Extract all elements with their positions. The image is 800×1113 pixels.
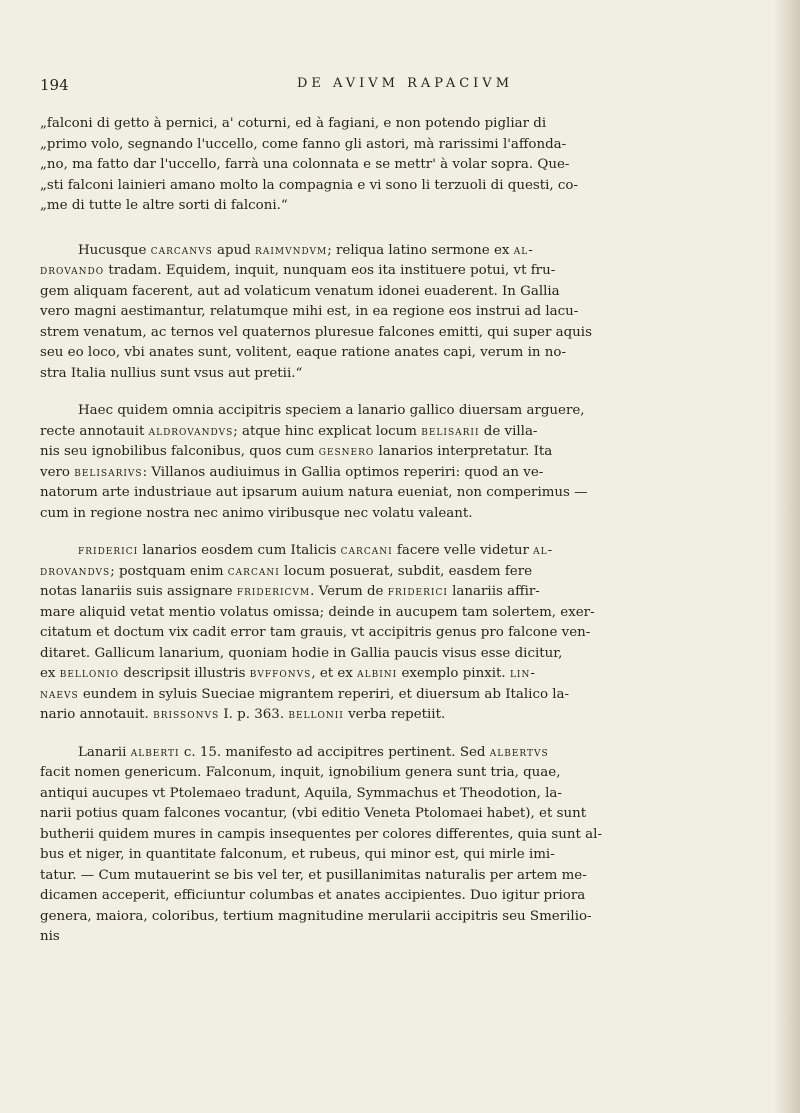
text-line	[40, 364, 770, 385]
text-line	[40, 743, 770, 764]
text-line	[40, 644, 770, 665]
text-run: antiqui aucupes vt Ptolemaeo tradunt, Aquila, Symmachus et Theodotion, la-	[40, 785, 562, 801]
text-line	[40, 442, 770, 463]
text-line	[40, 196, 770, 217]
text-run: „me di tutte le altre sorti di falconi.“	[40, 198, 288, 213]
author-name: albertvs	[489, 744, 549, 760]
text-run: bus et niger, in quantitate falconum, et rubeus, qui minor est, qui mirle imi-	[40, 847, 555, 862]
text-line	[40, 463, 770, 484]
page-header	[40, 76, 770, 106]
text-line	[40, 705, 770, 726]
text-run: . Verum de	[310, 584, 388, 599]
text-line	[40, 323, 770, 344]
text-run: lanariis affir-	[447, 584, 540, 599]
text-run: butherii quidem mures in campis insequentes per colores differentes, quia sunt al-	[40, 826, 602, 842]
text-run: „no, ma fatto dar l'uccello, farrà una colonnata e se mettr' à volar sopra. Que-	[40, 157, 570, 172]
running-head: DE AVIVM RAPACIVM	[296, 76, 514, 91]
author-name: albini	[357, 666, 398, 681]
text-line	[40, 784, 770, 805]
text-run: „sti falconi lainieri amano molto la compagnia e vi sono li terzuoli di questi, co-	[40, 177, 579, 193]
author-name: lin-	[509, 666, 536, 681]
text-run: gem aliquam facerent, aut ad volaticum venatum idonei euaderent. In Gallia	[40, 283, 560, 299]
text-run: natorum arte industriaue aut ipsarum auium natura eueniat, non comperimus —	[40, 485, 588, 500]
text-run: vero	[40, 464, 75, 480]
author-name: drovando	[40, 263, 105, 278]
author-name: belisarivs	[74, 464, 143, 480]
text-line	[40, 422, 770, 443]
paragraph	[40, 114, 770, 217]
author-name: carcani	[340, 543, 393, 558]
text-run: recte annotauit	[40, 423, 149, 439]
text-run: „primo volo, segnando l'uccello, come fanno gli astori, mà rarissimi l'affonda-	[40, 136, 567, 152]
author-name: gesnero	[318, 444, 375, 459]
author-name: carcanvs	[150, 242, 213, 258]
text-run: Haec quidem omnia accipitris speciem a lanario gallico diuersam arguere,	[78, 403, 585, 418]
text-line	[40, 907, 770, 928]
text-run: eundem in syluis Sueciae migrantem reperiri, et diuersum ab Italico la-	[78, 686, 570, 702]
text-run: : Villanos audiuimus in Gallia optimos reperiri: quod an ve-	[142, 464, 544, 480]
text-run: narii potius quam falcones vocantur, (vbi editio Veneta Ptolomaei habet), et sunt	[40, 806, 587, 821]
paragraph	[40, 401, 770, 524]
text-run: de villa-	[479, 423, 538, 439]
author-name: alberti	[130, 744, 180, 760]
author-name: bellonio	[59, 666, 120, 681]
text-run: c. 15. manifesto ad accipitres pertinent. Sed	[179, 744, 490, 760]
text-line	[40, 562, 770, 583]
text-line	[40, 155, 770, 176]
author-name: naevs	[40, 686, 79, 702]
text-run: dicamen acceperit, efficiuntur columbas et anates accipientes. Duo igitur priora	[40, 888, 586, 903]
text-run: , et ex	[311, 666, 358, 681]
page-number: 194	[40, 76, 69, 94]
text-run: seu eo loco, vbi anates sunt, volitent, eaque ratione anates capi, verum in no-	[40, 345, 566, 360]
page-body	[40, 114, 770, 965]
text-line	[40, 845, 770, 866]
text-run: Hucusque	[78, 242, 151, 258]
text-run: facere velle videtur	[392, 543, 534, 558]
text-run: facit nomen genericum. Falconum, inquit, ignobilium genera sunt tria, quae,	[40, 765, 561, 780]
text-run: mare aliquid vetat mentio volatus omissa; deinde in aucupem tam solertem, exer-	[40, 604, 595, 620]
text-run: nis	[40, 929, 60, 944]
text-run: strem venatum, ac ternos vel quaternos pluresue falcones emitti, qui super aquis	[40, 324, 592, 340]
text-run: apud	[212, 242, 256, 258]
author-name: brissonvs	[153, 707, 220, 722]
text-line	[40, 685, 770, 706]
paragraph	[40, 541, 770, 726]
text-run: citatum et doctum vix cadit error tam grauis, vt accipitris genus pro falcone ven-	[40, 625, 591, 640]
author-name: raimvndvm	[255, 242, 328, 258]
text-line	[40, 886, 770, 907]
text-run: notas lanariis suis assignare	[40, 584, 237, 599]
author-name: aldrovandvs	[148, 423, 234, 439]
text-line	[40, 763, 770, 784]
text-run: vero magni aestimantur, relatumque mihi est, in ea regione eos instrui ad lacu-	[40, 304, 579, 319]
text-run: stra Italia nullius sunt vsus aut pretii.“	[40, 365, 303, 381]
text-run: descripsit illustris	[119, 666, 250, 681]
text-run: ; atque hinc explicat locum	[233, 423, 422, 439]
text-line	[40, 603, 770, 624]
text-run: nis seu ignobilibus falconibus, quos cum	[40, 444, 319, 459]
text-line	[40, 282, 770, 303]
text-run: genera, maiora, coloribus, tertium magnitudine merularii accipitris seu Smerilio-	[40, 908, 592, 924]
text-run: cum in regione nostra nec animo viribusque nec volatu valeant.	[40, 505, 473, 521]
text-run: lanarios interpretatur. Ita	[374, 444, 553, 459]
author-name: al-	[513, 242, 534, 258]
author-name: belisarii	[421, 423, 480, 439]
author-name: bellonii	[288, 707, 344, 722]
text-run: tatur. — Cum mutauerint se bis vel ter, et pusillanimitas naturalis per artem me-	[40, 867, 587, 883]
text-run: ex	[40, 666, 60, 681]
text-run: exemplo pinxit.	[397, 666, 510, 681]
text-line	[40, 176, 770, 197]
text-line	[40, 664, 770, 685]
text-line	[40, 504, 770, 525]
text-run: verba repetiit.	[343, 707, 446, 722]
text-line	[40, 866, 770, 887]
text-line	[40, 114, 770, 135]
author-name: friderici	[387, 584, 448, 599]
text-line	[40, 302, 770, 323]
text-line	[40, 483, 770, 504]
text-line	[40, 541, 770, 562]
author-name: carcani	[227, 563, 280, 579]
text-line	[40, 261, 770, 282]
text-line	[40, 825, 770, 846]
author-name: fridericvm	[236, 584, 311, 599]
text-line	[40, 241, 770, 262]
text-run: I. p. 363.	[219, 707, 289, 722]
text-run: nario annotauit.	[40, 707, 154, 722]
text-line	[40, 582, 770, 603]
author-name: al-	[533, 543, 554, 558]
text-run: „falconi di getto à pernici, a' coturni, ed à fagiani, e non potendo pigliar di	[40, 116, 547, 131]
text-line	[40, 623, 770, 644]
text-run: locum posuerat, subdit, easdem fere	[279, 563, 533, 579]
text-run: tradam. Equidem, inquit, nunquam eos ita instituere potui, vt fru-	[104, 263, 556, 278]
text-line	[40, 804, 770, 825]
text-line	[40, 927, 770, 948]
page-edge-shadow	[774, 0, 800, 1113]
text-run: ; reliqua latino sermone ex	[327, 242, 514, 258]
author-name: friderici	[78, 543, 139, 558]
text-line	[40, 401, 770, 422]
text-line	[40, 343, 770, 364]
text-run: ditaret. Gallicum lanarium, quoniam hodie in Gallia paucis visus esse dicitur,	[40, 645, 563, 661]
text-run: lanarios eosdem cum Italicis	[138, 543, 341, 558]
text-line	[40, 135, 770, 156]
paragraph	[40, 743, 770, 948]
paragraph	[40, 241, 770, 385]
author-name: drovandvs	[40, 563, 111, 579]
author-name: bvffonvs	[249, 666, 312, 681]
text-run: ; postquam enim	[110, 563, 228, 579]
text-run: Lanarii	[78, 744, 131, 760]
